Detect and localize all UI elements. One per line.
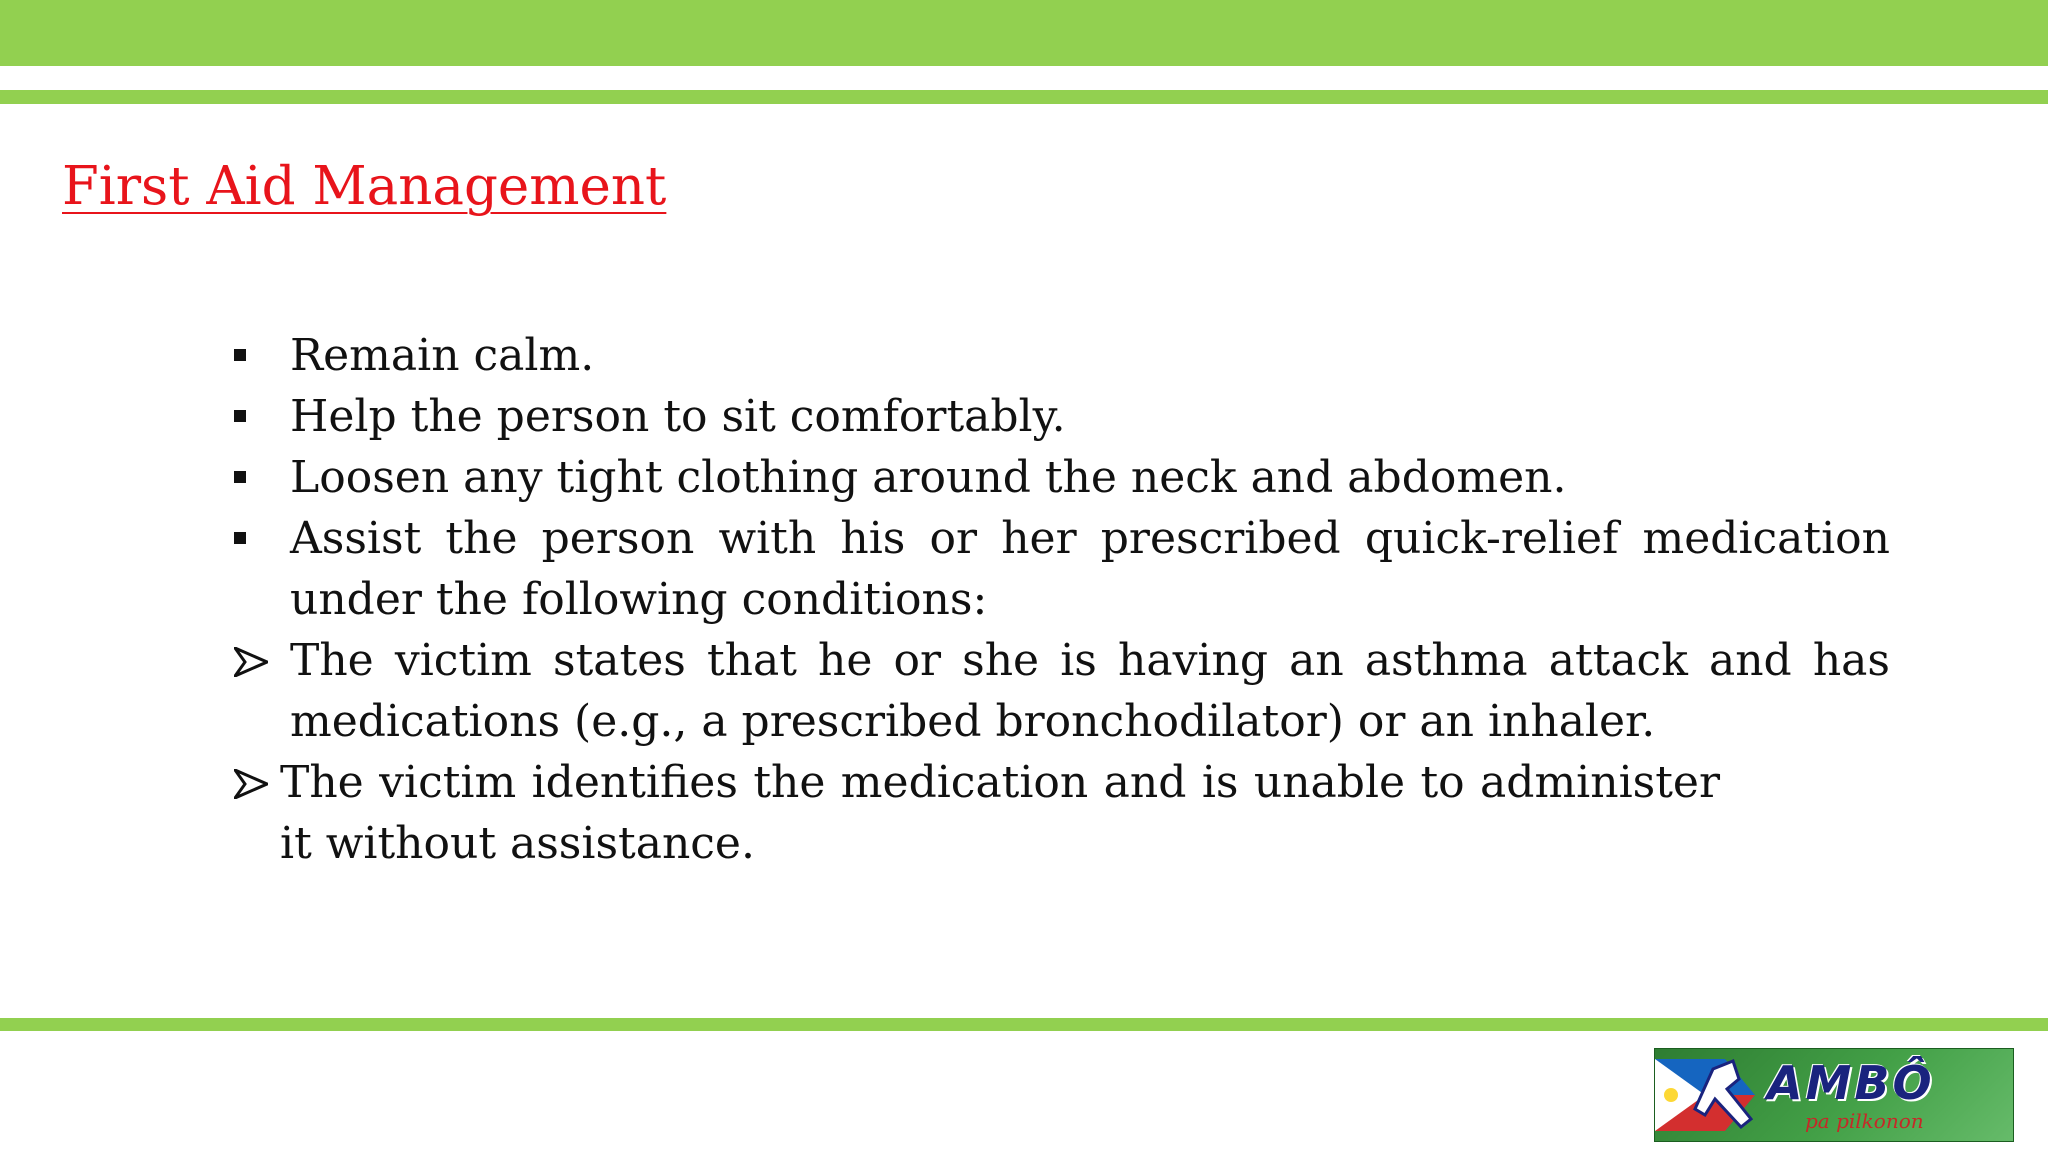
top-green-band — [0, 0, 2048, 66]
bullet-text: Remain calm. — [290, 330, 595, 381]
list-item — [234, 752, 1890, 874]
ambo-logo — [1654, 1048, 2014, 1142]
list-item — [234, 325, 1890, 386]
bullet-text: Assist the person with his or her prescribed quick-relief medication under the following conditions: — [290, 513, 1890, 625]
bullet-list — [234, 325, 1890, 874]
logo-brand-text: AMBÔ — [1767, 1056, 1935, 1110]
arrow-bullet-icon — [234, 630, 274, 677]
bullet-text: Loosen any tight clothing around the neck and abdomen. — [290, 452, 1567, 503]
condition-text: The victim states that he or she is having an asthma attack and has medications (e.g., a prescribed bronchodilator) or an inhaler. — [290, 635, 1890, 747]
list-item — [234, 630, 1890, 752]
philippine-flag-icon — [1655, 1049, 1785, 1141]
list-item — [234, 386, 1890, 447]
top-thin-green-rule — [0, 90, 2048, 104]
list-item — [234, 447, 1890, 508]
square-bullet-icon — [234, 508, 274, 569]
bottom-green-rule — [0, 1018, 2048, 1031]
slide-title: First Aid Management — [62, 156, 667, 217]
condition-text: The victim identifies the medication and is unable to administer it without assistance. — [280, 757, 1720, 869]
list-item — [234, 508, 1890, 630]
logo-tagline: pa pilkonon — [1805, 1109, 1924, 1133]
square-bullet-icon — [234, 386, 274, 447]
square-bullet-icon — [234, 325, 274, 386]
arrow-bullet-icon — [234, 752, 274, 799]
square-bullet-icon — [234, 447, 274, 508]
bullet-text: Help the person to sit comfortably. — [290, 391, 1066, 442]
